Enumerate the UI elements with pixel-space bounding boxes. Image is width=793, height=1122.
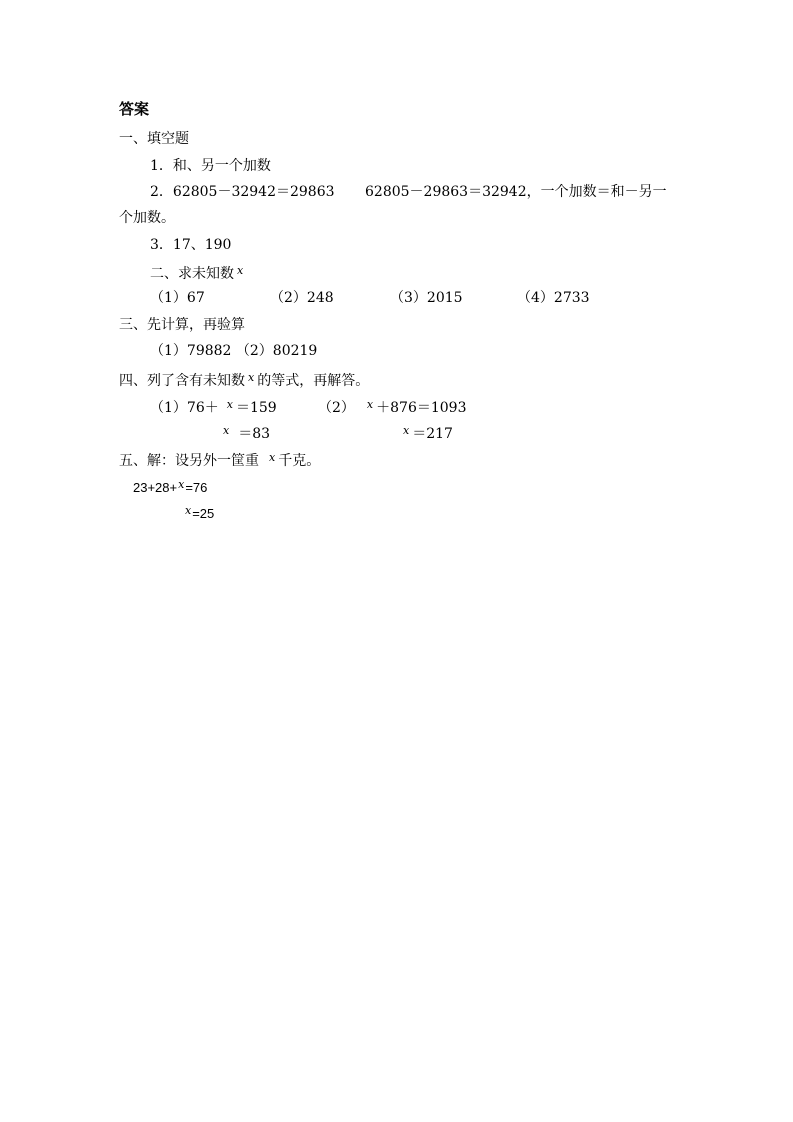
variable-x: x [185,504,192,517]
equation-1-left: （1）76＋ [150,400,219,416]
section-2-answer-4: （4）2733 [517,290,590,306]
section-1-item-2a: 2．62805－32942＝29863 [150,184,335,200]
equation-1-right: ＝159 [235,400,277,416]
section-5-heading-post: 千克。 [278,453,321,469]
section-5-eq2-right: =25 [192,506,215,521]
variable-x: x [269,451,276,464]
section-4-heading-pre: 四、列了含有未知数 [119,373,245,389]
variable-x: x [248,371,255,384]
section-5-equation-2 [185,502,214,523]
section-1-heading: 一、填空题 [119,131,189,147]
result-1-value: ＝83 [238,426,271,442]
section-2-heading-text: 二、求未知数 [150,266,234,282]
section-4-result-1 [220,422,270,443]
section-4-equation-2 [318,396,467,417]
section-1-item-2b: 62805－29863＝32942，一个加数＝和－另一 [365,184,667,200]
section-4-heading-post: 的等式，再解答。 [257,373,370,389]
variable-x: x [226,398,233,411]
equation-2-left: （2） [318,400,355,416]
section-3-heading: 三、先计算，再验算 [119,317,245,333]
section-5-eq1-right: =76 [185,480,208,495]
section-4-heading [119,369,369,390]
variable-x: x [403,424,410,437]
section-1-item-2-continued: 个加数。 [119,210,175,226]
section-1-item-3: 3．17、190 [150,237,232,253]
section-5-heading-pre: 五、解：设另外一筐重 [119,453,259,469]
page-title: 答案 [119,100,150,118]
variable-x: x [366,398,374,411]
section-2-heading [150,262,246,283]
section-2-answer-3: （3）2015 [390,290,463,306]
section-5-heading [119,449,320,470]
section-4-result-2 [400,422,453,443]
variable-x: x [237,264,244,277]
section-2-answer-1: （1）67 [150,290,205,306]
equation-2-right: ＋876＝1093 [376,400,467,416]
section-3-answers: （1）79882 （2）80219 [150,343,318,359]
section-2-answer-2: （2）248 [270,290,334,306]
result-2-value: ＝217 [412,426,453,442]
variable-x: x [178,478,185,491]
section-5-equation-1 [133,476,207,497]
section-1-item-1: 1．和、另一个加数 [150,158,271,174]
variable-x: x [223,424,230,437]
section-4-equation-1 [150,396,277,417]
section-5-eq1-left: 23+28+ [133,480,178,495]
